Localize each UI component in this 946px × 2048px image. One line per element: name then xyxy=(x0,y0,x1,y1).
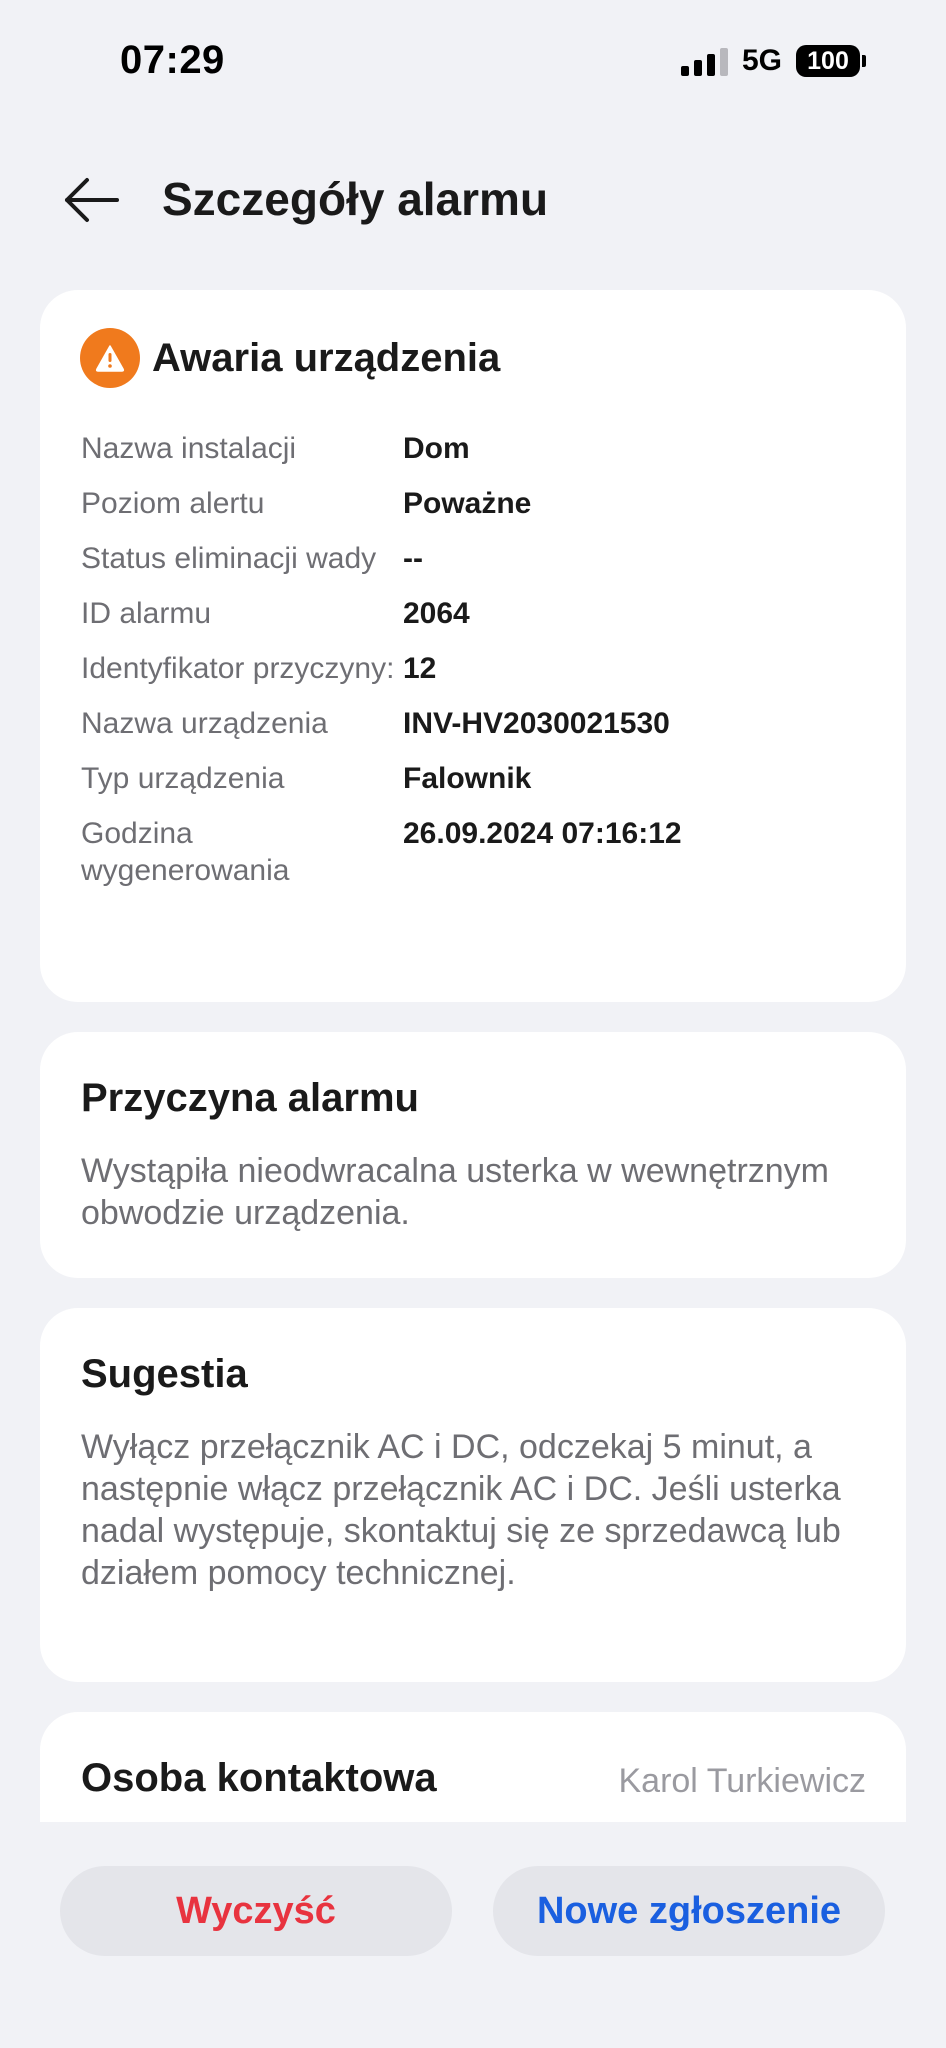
battery-level: 100 xyxy=(796,45,860,77)
detail-value: Falownik xyxy=(403,762,532,795)
detail-row-alert-level xyxy=(81,485,871,522)
contact-label: Osoba kontaktowa xyxy=(81,1756,437,1800)
suggestion-title: Sugestia xyxy=(81,1352,248,1396)
contact-value: Karol Turkiewicz xyxy=(618,1762,866,1800)
detail-label: Nazwa urządzenia xyxy=(81,707,328,740)
detail-row-device-type xyxy=(81,760,871,797)
detail-value: 26.09.2024 07:16:12 xyxy=(403,817,682,850)
detail-row-fault-status xyxy=(81,540,871,577)
detail-row-installation-name xyxy=(81,430,871,467)
detail-label: ID alarmu xyxy=(81,597,212,630)
detail-row-alarm-id xyxy=(81,595,871,632)
network-type: 5G xyxy=(741,44,782,77)
suggestion-text: Wyłącz przełącznik AC i DC, odczekaj 5 minut, a następnie włącz przełącznik AC i DC. Jeśli usterka nadal występuje, skontaktuj się ze sprzedawcą lub działem pomocy technicznej. xyxy=(81,1428,841,1592)
alarm-details-list xyxy=(81,430,871,907)
back-button[interactable] xyxy=(56,170,126,230)
new-ticket-button[interactable]: Nowe zgłoszenie xyxy=(493,1866,885,1956)
alarm-header xyxy=(80,328,500,388)
detail-label: Poziom alertu xyxy=(81,487,265,520)
detail-value: -- xyxy=(403,542,423,575)
cause-text: Wystąpiła nieodwracalna usterka w wewnętrznym obwodzie urządzenia. xyxy=(81,1152,829,1232)
back-arrow-icon xyxy=(61,175,121,225)
detail-row-device-name xyxy=(81,705,871,742)
detail-label: Nazwa instalacji xyxy=(81,432,297,465)
status-indicators xyxy=(681,44,866,78)
detail-label: Godzina wygenerowania xyxy=(81,817,290,887)
header xyxy=(0,150,946,250)
status-time: 07:29 xyxy=(120,38,225,82)
alarm-details-card xyxy=(40,290,906,1002)
detail-value: Dom xyxy=(403,432,470,465)
contact-person-row[interactable] xyxy=(40,1712,906,1822)
detail-label: Identyfikator przyczyny: xyxy=(81,652,395,685)
battery-icon xyxy=(796,45,866,77)
alarm-title: Awaria urządzenia xyxy=(152,335,501,380)
cause-title: Przyczyna alarmu xyxy=(81,1076,419,1120)
detail-label: Status eliminacji wady xyxy=(81,542,377,575)
detail-value: 12 xyxy=(403,652,437,685)
bottom-action-bar xyxy=(0,1822,946,2048)
detail-value: 2064 xyxy=(403,597,470,630)
detail-value: INV-HV2030021530 xyxy=(403,707,670,740)
warning-icon xyxy=(80,328,140,388)
detail-value: Poważne xyxy=(403,487,532,520)
page-title: Szczegóły alarmu xyxy=(162,173,549,225)
suggestion-card xyxy=(40,1308,906,1682)
clear-button[interactable]: Wyczyść xyxy=(60,1866,452,1956)
detail-row-cause-id xyxy=(81,650,871,687)
status-bar xyxy=(0,0,946,120)
alarm-cause-card xyxy=(40,1032,906,1278)
detail-label: Typ urządzenia xyxy=(81,762,285,795)
signal-icon xyxy=(681,46,728,76)
detail-row-generated-time xyxy=(81,815,871,889)
